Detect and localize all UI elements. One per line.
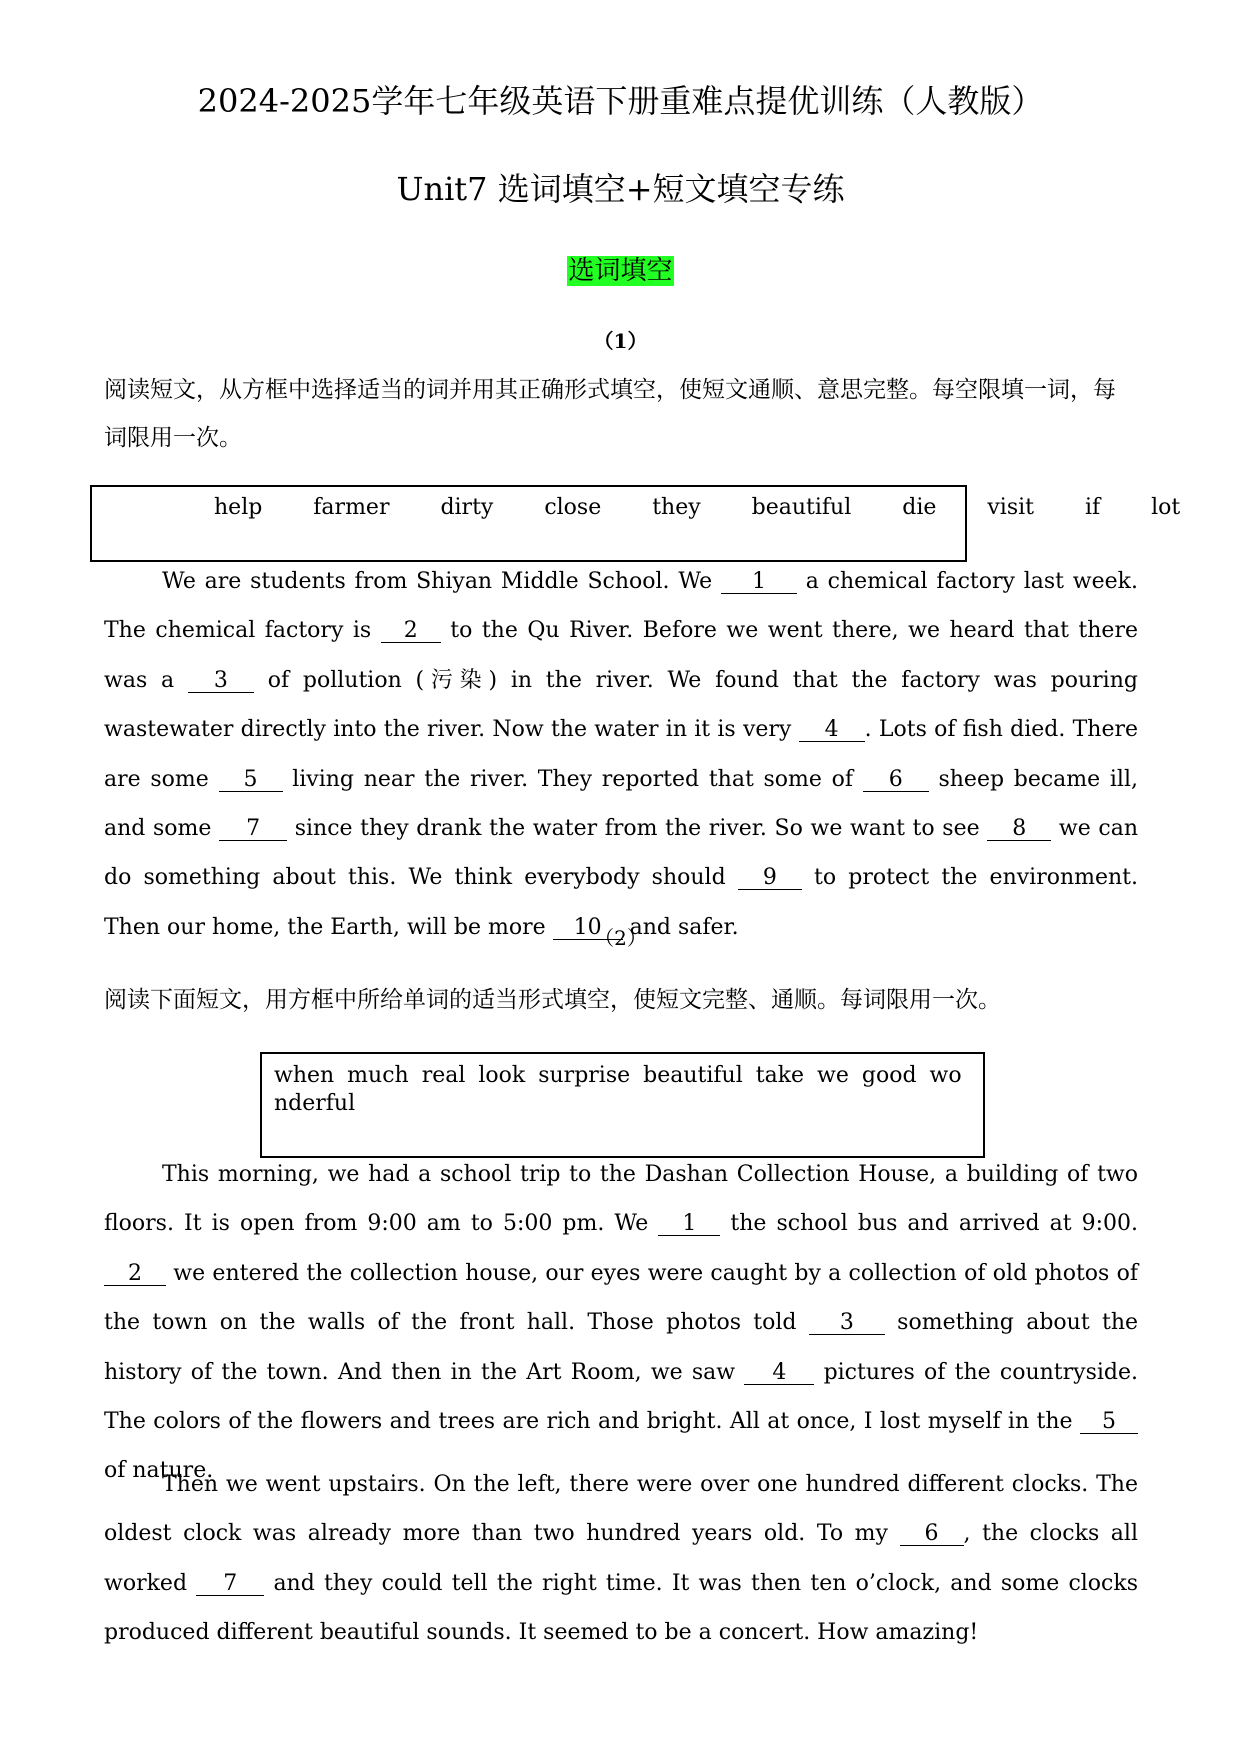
part2-passage-paragraph1 (104, 1150, 1138, 1496)
answer-blank-1[interactable]: 1 (721, 571, 797, 594)
answer-blank-9[interactable]: 9 (738, 867, 802, 890)
part2-word-bank (260, 1052, 985, 1158)
part2-instruction: 阅读下面短文，用方框中所给单词的适当形式填空，使短文完整、通顺。每词限用一次。 (104, 987, 1001, 1013)
passage-text: something about the history of the town. And then in the Art Room, we saw (104, 1310, 1139, 1385)
answer-blank-7[interactable]: 7 (219, 818, 287, 841)
answer-blank-10[interactable]: 10 (553, 917, 623, 940)
part2-passage-paragraph2 (104, 1460, 1138, 1658)
passage-text: we entered the collection house, our eyes were caught by a collection of old photos of the town on the walls of the front hall. Those photos told (104, 1260, 1138, 1336)
passage-text: the school bus and arrived at 9:00. (730, 1211, 1139, 1237)
passage-text: we can do something about this. We think everybody should (104, 816, 1138, 891)
section-heading-label: 选词填空 (568, 256, 673, 286)
part1-passage (104, 557, 1138, 952)
answer-blank-3[interactable]: 3 (188, 670, 254, 693)
passage-text: a chemical factory last week. The chemical factory is (104, 569, 1139, 644)
passage-text: and safer. (629, 914, 739, 940)
answer-blank-4[interactable]: 4 (744, 1362, 814, 1385)
part1-instruction: 阅读短文，从方框中选择适当的词并用其正确形式填空，使短文通顺、意思完整。每空限填一词，每词限用一次。 (104, 377, 1116, 451)
answer-blank-6[interactable]: 6 (863, 769, 929, 792)
passage-text: and they could tell the right time. It was then ten o’clock, and some clocks produced different beautiful sounds. It seemed to be a concert. How amazing! (104, 1570, 1138, 1646)
passage-text: since they drank the water from the river. So we want to see (294, 816, 980, 842)
answer-blank-6[interactable]: 6 (900, 1523, 964, 1546)
section-heading (0, 250, 1241, 287)
passage-text: Then we went upstairs. On the left, there were over one hundred different clocks. The oldest clock was already more than two hundred years old. To my (104, 1472, 1138, 1547)
passage-text: of nature. (104, 1458, 214, 1484)
answer-blank-5[interactable]: 5 (1080, 1411, 1138, 1434)
answer-blank-2[interactable]: 2 (104, 1263, 166, 1286)
answer-blank-2[interactable]: 2 (381, 620, 441, 643)
page-subtitle: Unit7 选词填空+短文填空专练 (396, 170, 845, 208)
passage-text: living near the river. They reported that some of (292, 766, 854, 792)
passage-text: This morning, we had a school trip to the Dashan Collection House, a building of two floors. It is open from 9:00 am to 5:00 pm. We (104, 1162, 1138, 1237)
passage-text: . Lots of fish died. There are some (104, 717, 1139, 792)
answer-blank-1[interactable]: 1 (658, 1213, 720, 1236)
passage-text: to protect the environment. Then our home, the Earth, will be more (104, 865, 1139, 940)
part1-number: （1） (593, 329, 648, 353)
passage-text: sheep became ill, and some (104, 766, 1138, 842)
answer-blank-8[interactable]: 8 (987, 818, 1051, 841)
passage-text: to the Qu River. Before we went there, we heard that there was a (104, 618, 1138, 693)
passage-text: , the clocks all worked (104, 1521, 1138, 1596)
passage-text: of pollution (污染) in the river. We found that the factory was pouring wastewater directly into the river. Now the water in it is very (104, 667, 1138, 743)
part2-word-bank-text: when much real look surprise beautiful take we good wonderful (274, 1063, 962, 1116)
part2-number: （2） (594, 926, 647, 950)
part1-word-bank (90, 485, 1181, 562)
answer-blank-5[interactable]: 5 (219, 769, 283, 792)
answer-blank-3[interactable]: 3 (809, 1312, 885, 1335)
part1-word-bank-text: help farmer dirty close they beautiful die visit if lot (214, 495, 1181, 520)
answer-blank-7[interactable]: 7 (196, 1573, 264, 1596)
page-title: 2024-2025学年七年级英语下册重难点提优训练（人教版） (197, 82, 1044, 120)
passage-text: We are students from Shiyan Middle School. We (162, 569, 713, 594)
answer-blank-4[interactable]: 4 (799, 719, 865, 742)
passage-text: pictures of the countryside. The colors of the flowers and trees are rich and bright. All at once, I lost myself in the (104, 1359, 1138, 1435)
